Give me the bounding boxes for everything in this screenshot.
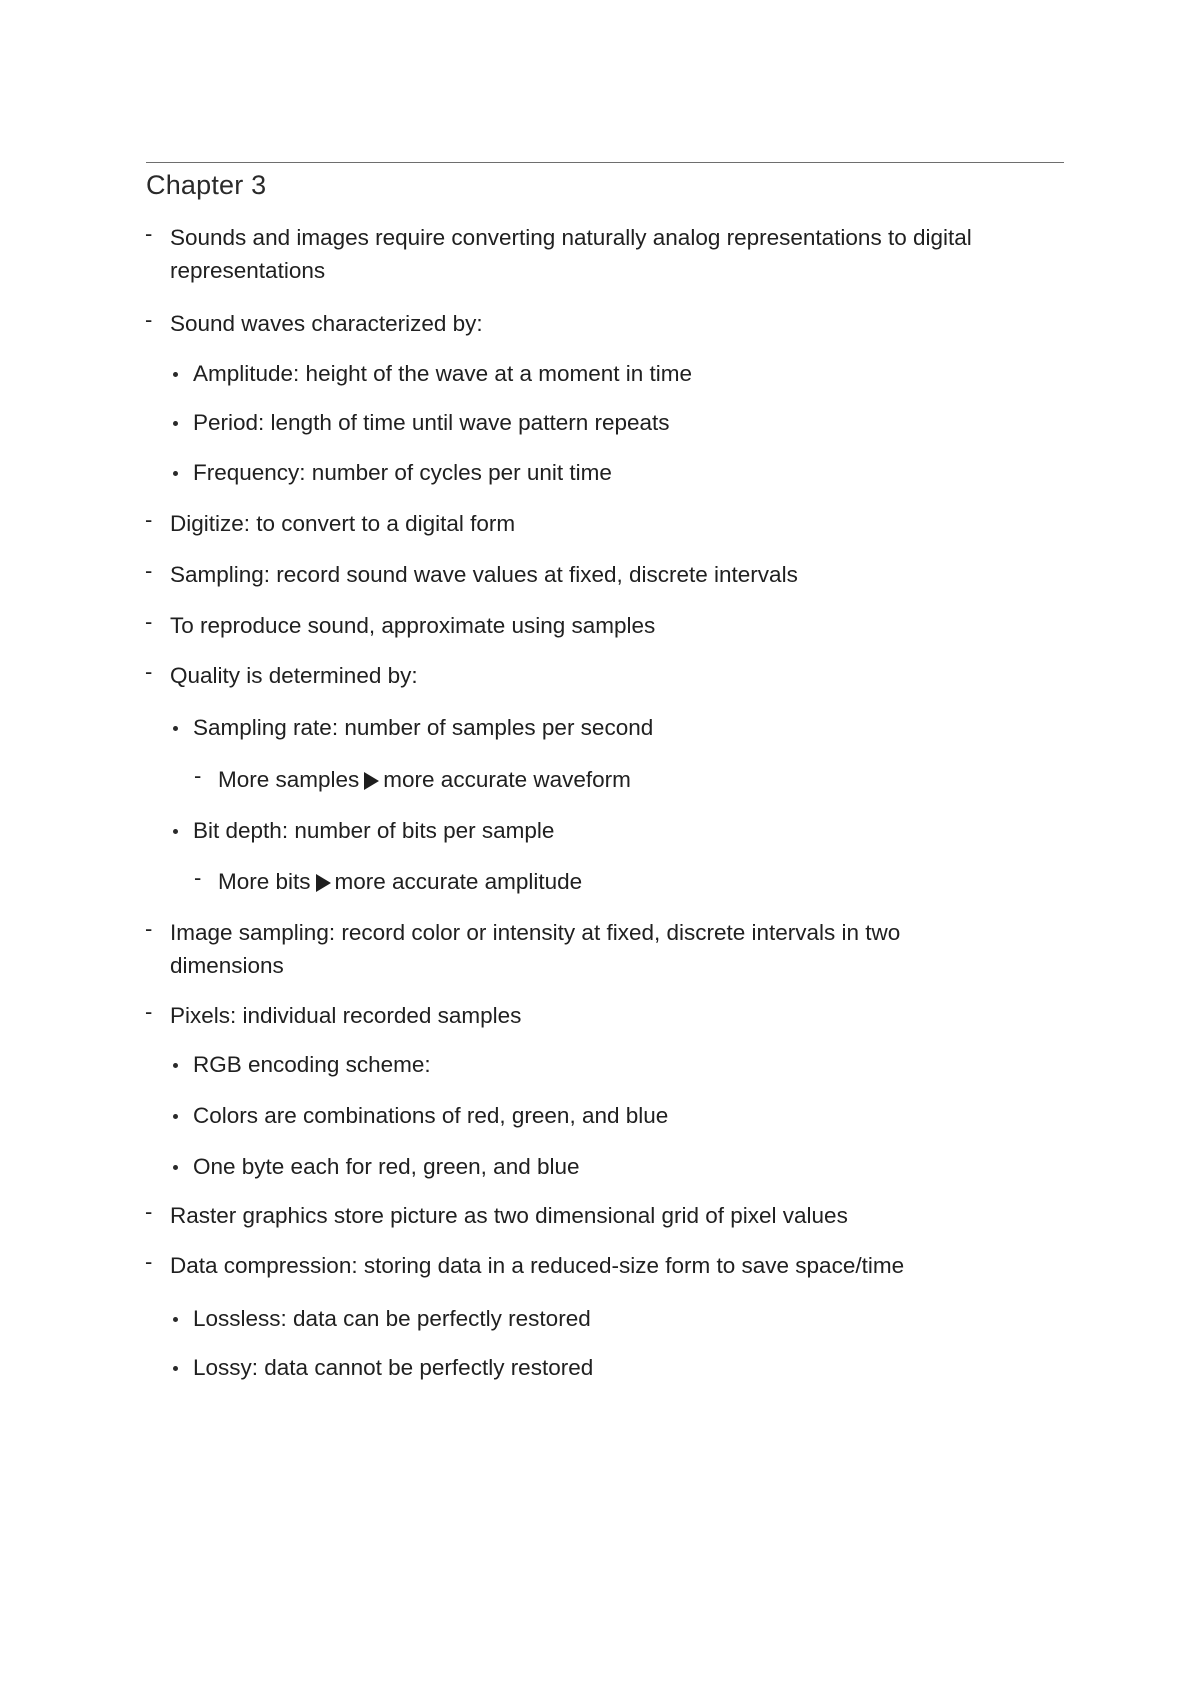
note-text: Amplitude: height of the wave at a moment in time xyxy=(193,361,693,386)
note-text: more accurate waveform xyxy=(383,767,631,792)
note-text: Pixels: individual recorded samples xyxy=(170,1003,522,1028)
arrow-right-icon xyxy=(316,874,331,892)
dash-marker: - xyxy=(145,507,153,532)
bullet-icon xyxy=(173,372,178,377)
bullet-icon xyxy=(173,421,178,426)
note-text: Lossy: data cannot be perfectly restored xyxy=(193,1355,594,1380)
sub-dash-marker: - xyxy=(194,865,202,890)
dash-marker: - xyxy=(145,221,153,246)
note-text: Raster graphics store picture as two dimensional grid of pixel values xyxy=(170,1203,848,1228)
note-text: Digitize: to convert to a digital form xyxy=(170,511,516,536)
note-text: Image sampling: record color or intensity at fixed, discrete intervals in two xyxy=(170,920,901,945)
bullet-icon xyxy=(173,1366,178,1371)
note-text: Sampling: record sound wave values at fixed, discrete intervals xyxy=(170,562,798,587)
note-text: Lossless: data can be perfectly restored xyxy=(193,1306,591,1331)
bullet-icon xyxy=(173,829,178,834)
arrow-right-icon xyxy=(364,772,379,790)
bullet-icon xyxy=(173,1063,178,1068)
bullet-icon xyxy=(173,726,178,731)
dash-marker: - xyxy=(145,659,153,684)
dash-marker: - xyxy=(145,307,153,332)
note-text: Data compression: storing data in a reduced-size form to save space/time xyxy=(170,1253,905,1278)
dash-marker: - xyxy=(145,1199,153,1224)
bullet-icon xyxy=(173,1114,178,1119)
note-text: More bits xyxy=(218,869,311,894)
bullet-icon xyxy=(173,1317,178,1322)
dash-marker: - xyxy=(145,1249,153,1274)
header-rule xyxy=(146,162,1064,163)
note-text: representations xyxy=(170,258,326,283)
note-text: RGB encoding scheme: xyxy=(193,1052,431,1077)
note-text: More samples xyxy=(218,767,360,792)
note-text: Sound waves characterized by: xyxy=(170,311,483,336)
note-text: One byte each for red, green, and blue xyxy=(193,1154,580,1179)
sub-dash-marker: - xyxy=(194,763,202,788)
dash-marker: - xyxy=(145,916,153,941)
note-text: Sampling rate: number of samples per second xyxy=(193,715,654,740)
note-text: Quality is determined by: xyxy=(170,663,418,688)
note-line xyxy=(218,866,582,898)
bullet-icon xyxy=(173,471,178,476)
bullet-icon xyxy=(173,1165,178,1170)
note-text: To reproduce sound, approximate using samples xyxy=(170,613,656,638)
page-title: Chapter 3 xyxy=(146,170,267,200)
note-text: dimensions xyxy=(170,953,284,978)
dash-marker: - xyxy=(145,609,153,634)
dash-marker: - xyxy=(145,999,153,1024)
note-text: Sounds and images require converting naturally analog representations to digital xyxy=(170,225,972,250)
dash-marker: - xyxy=(145,558,153,583)
note-text: Frequency: number of cycles per unit time xyxy=(193,460,612,485)
note-text: Bit depth: number of bits per sample xyxy=(193,818,555,843)
note-text: more accurate amplitude xyxy=(334,869,583,894)
note-text: Colors are combinations of red, green, and blue xyxy=(193,1103,669,1128)
note-line xyxy=(218,764,631,796)
note-text: Period: length of time until wave pattern repeats xyxy=(193,410,670,435)
